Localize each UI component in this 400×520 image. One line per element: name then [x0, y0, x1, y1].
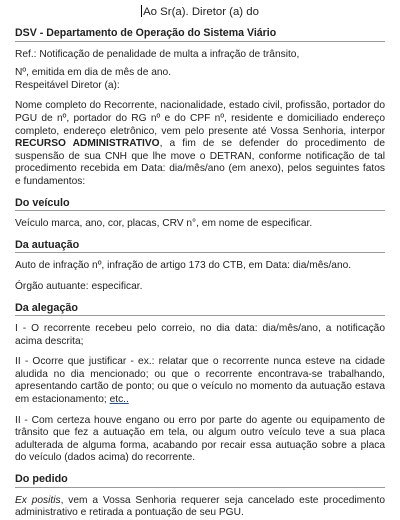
intro-part1: Nome completo do Recorrente, nacionalidade, estado civil, profissão, portador do PGU de nº, portador do RG nº e do CPF nº, residente e domiciliado endereço completo, endereço eletrônico, vem pelo presente até Vossa Senhoria, interpor	[15, 100, 385, 137]
intro-bold: RECURSO ADMINISTRATIVO	[15, 138, 160, 150]
alegacao-item3: II - Com certeza houve engano ou erro por parte do agente ou equipamento de trânsito que fez a autuação em tela, ou algum outro veículo teve a sua placa adulterada de alguma forma, acabando por recair essa autuação sobre a placa do veículo (dados acima) do recorrente.	[15, 414, 385, 464]
section-title-pedido: Do pedido	[15, 473, 68, 486]
alegacao-item2	[15, 356, 385, 406]
reference-line: Ref.: Notificação de penalidade de multa a infração de trânsito,	[15, 48, 300, 60]
section-title-autuacao: Da autuação	[15, 238, 80, 251]
section-divider-pedido	[15, 487, 385, 488]
section-divider-vehicle	[15, 210, 385, 211]
intro-part2: , a fim de se defender do procedimento de suspensão de sua CNH que lhe move o DETRAN, conforme notificação de tal procedimento recebida em Data: dia/mês/ano (em anexo), pelos seguintes fatos e fundamentos:	[15, 138, 385, 187]
section-divider-alegacao	[15, 315, 385, 316]
addressee-text: Ao Sr(a). Diretor (a) do	[143, 6, 259, 18]
section-title-vehicle: Do veículo	[15, 196, 70, 209]
department-divider	[15, 41, 385, 42]
autuacao-line1: Auto de infração nº, infração de artigo 173 do CTB, em Data: dia/mês/ano.	[15, 260, 352, 272]
department-title: DSV - Departamento de Operação do Sistema Viário	[15, 27, 277, 39]
issued-line: Nº, emitida em dia de mês de ano.	[15, 67, 172, 79]
section-divider-autuacao	[15, 252, 385, 253]
intro-paragraph	[15, 100, 385, 188]
vehicle-text: Veículo marca, ano, cor, placas, CRV n°, em nome de especificar.	[15, 218, 313, 230]
alegacao-item2-main: II - Ocorre que justificar - ex.: relatar que o recorrente nunca esteve na cidade aludida no dia mencionado; ou que o recorrente encontrava-se trabalhando, apresentando cartão de ponto; ou que o veículo no momento da autuação estava em estacionamento;	[15, 356, 385, 406]
text-cursor	[141, 5, 142, 17]
alegacao-item2-etc: etc..	[109, 394, 129, 406]
section-title-alegacao: Da alegação	[15, 301, 79, 314]
pedido-italic: Ex positis	[15, 494, 61, 506]
greeting-line: Respeitável Diretor (a):	[15, 79, 120, 91]
pedido-text: , vem a Vossa Senhoria requerer seja cancelado este procedimento administrativo e retirada a pontuação de seu PGU.	[15, 494, 385, 519]
pedido-paragraph	[15, 495, 385, 520]
alegacao-item1: I - O recorrente recebeu pelo correio, no dia data: dia/mês/ano, a notificação acima descrita;	[15, 323, 385, 347]
addressee-line	[15, 5, 385, 19]
autuacao-line2: Órgão autuante: especificar.	[15, 280, 143, 292]
